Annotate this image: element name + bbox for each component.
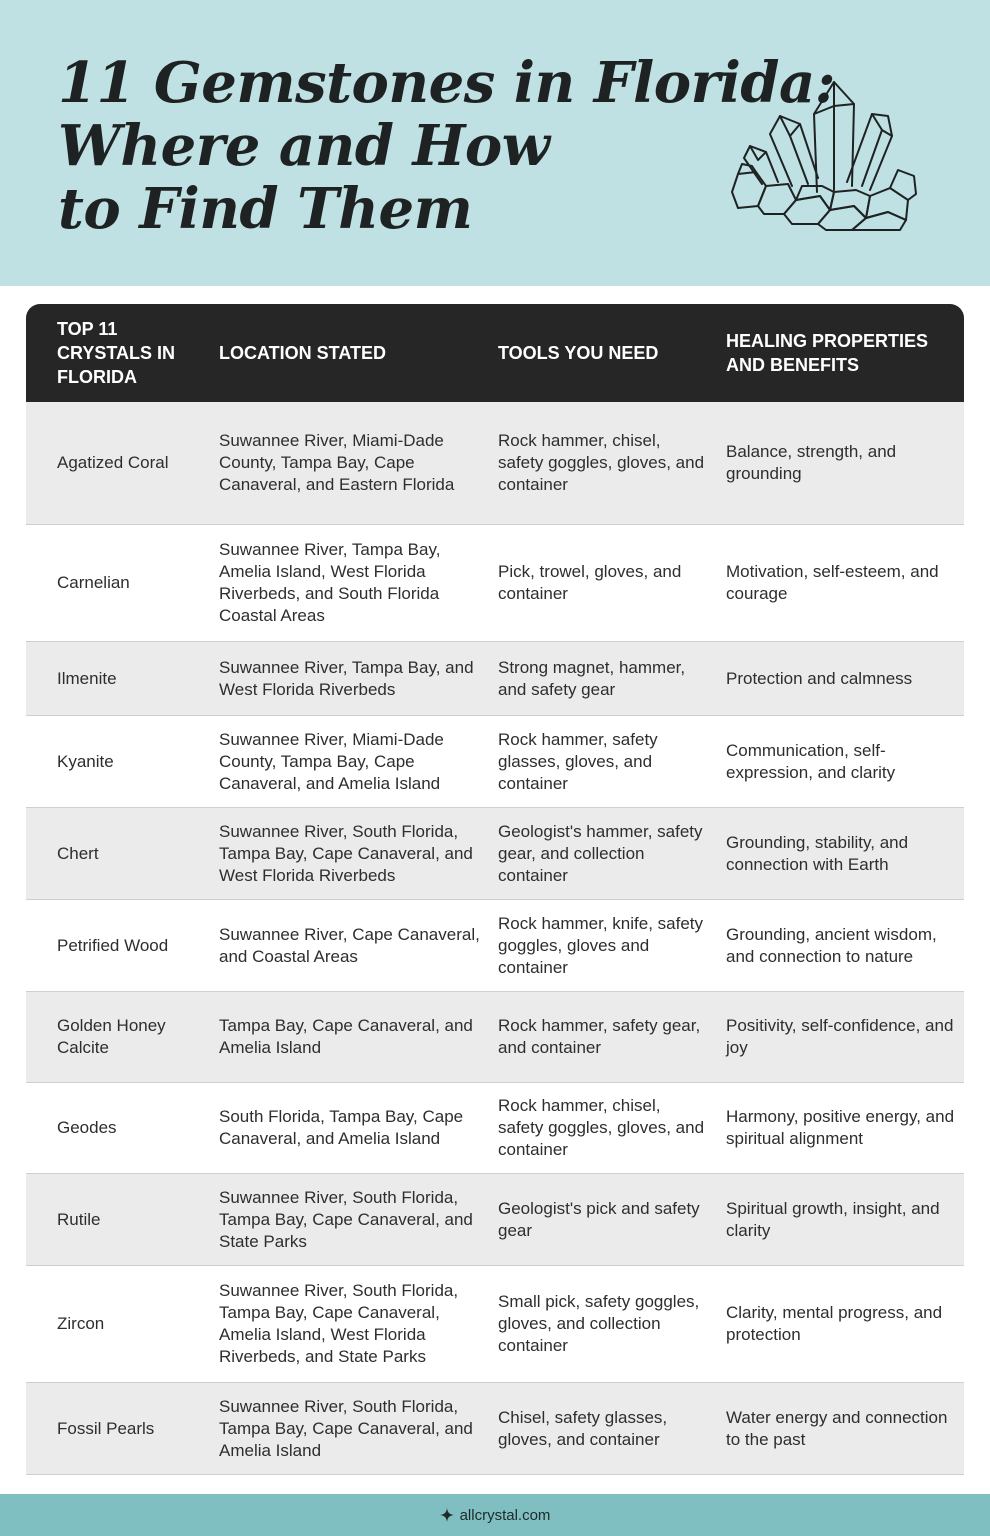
footer-brand[interactable] <box>440 1507 551 1524</box>
table-row <box>26 1083 964 1174</box>
tools-cell: Pick, trowel, gloves, and container <box>498 562 682 603</box>
title-line-1: 11 Gemstones in Florida: <box>58 50 836 116</box>
table-row <box>26 992 964 1083</box>
table-header <box>26 304 964 402</box>
benefits-cell: Protection and calmness <box>726 668 913 688</box>
tools-cell: Rock hammer, safety glasses, gloves, and container <box>498 729 658 793</box>
benefits-cell: Grounding, stability, and connection with Earth <box>726 832 909 874</box>
location-cell: Suwannee River, Miami-Dade County, Tampa Bay, Cape Canaveral, and Eastern Florida <box>219 431 455 494</box>
tools-cell: Rock hammer, chisel, safety goggles, gloves, and container <box>498 1096 705 1159</box>
tools-cell: Rock hammer, knife, safety goggles, gloves and container <box>498 913 704 977</box>
crystal-name: Kyanite <box>57 751 114 771</box>
tools-cell: Rock hammer, safety gear, and container <box>498 1016 701 1057</box>
tools-cell: Geologist's pick and safety gear <box>498 1198 700 1240</box>
crystal-name: Rutile <box>57 1209 101 1229</box>
site-link[interactable]: allcrystal.com <box>459 1506 551 1524</box>
gemstone-table <box>26 304 964 1475</box>
table-row <box>26 716 964 808</box>
header-benefits: HEALING PROPERTIES AND BENEFITS <box>726 331 929 375</box>
benefits-cell: Positivity, self-confidence, and joy <box>726 1016 954 1057</box>
tools-cell: Rock hammer, chisel, safety goggles, gloves, and container <box>498 431 705 494</box>
sparkle-icon <box>440 1508 454 1522</box>
crystal-name: Geodes <box>57 1118 117 1137</box>
crystal-name: Agatized Coral <box>57 453 169 472</box>
location-cell: Suwannee River, Tampa Bay, and West Florida Riverbeds <box>219 657 474 699</box>
title-line-3: to Find Them <box>58 176 473 242</box>
header-banner <box>0 0 990 286</box>
table-row <box>26 402 964 525</box>
benefits-cell: Balance, strength, and grounding <box>726 442 897 483</box>
table-row <box>26 900 964 992</box>
crystal-name: Zircon <box>57 1314 105 1333</box>
crystal-name: Ilmenite <box>57 668 117 688</box>
location-cell: Suwannee River, Cape Canaveral, and Coastal Areas <box>219 924 480 966</box>
table-row <box>26 1383 964 1475</box>
benefits-cell: Water energy and connection to the past <box>726 1407 948 1449</box>
benefits-cell: Spiritual growth, insight, and clarity <box>726 1198 940 1240</box>
tools-cell: Strong magnet, hammer, and safety gear <box>498 657 686 699</box>
header-crystals: TOP 11 CRYSTALS IN FLORIDA <box>57 319 176 387</box>
location-cell: Suwannee River, Miami-Dade County, Tampa Bay, Cape Canaveral, and Amelia Island <box>219 729 444 793</box>
benefits-cell: Communication, self-expression, and clarity <box>726 740 896 782</box>
crystal-cluster-icon <box>722 74 922 234</box>
benefits-cell: Grounding, ancient wisdom, and connection to nature <box>726 924 937 966</box>
footer-bar <box>0 1494 990 1536</box>
tools-cell: Chisel, safety glasses, gloves, and container <box>498 1407 668 1449</box>
benefits-cell: Harmony, positive energy, and spiritual alignment <box>726 1107 955 1148</box>
header-tools: TOOLS YOU NEED <box>498 343 659 363</box>
table-row <box>26 525 964 642</box>
crystal-name: Golden Honey Calcite <box>57 1016 166 1057</box>
location-cell: Suwannee River, Tampa Bay, Amelia Island, West Florida Riverbeds, and South Florida Coastal Areas <box>219 540 441 625</box>
table-row <box>26 808 964 900</box>
location-cell: Suwannee River, South Florida, Tampa Bay, Cape Canaveral, and Amelia Island <box>219 1396 473 1460</box>
location-cell: Tampa Bay, Cape Canaveral, and Amelia Island <box>219 1016 473 1057</box>
table-row <box>26 1266 964 1383</box>
crystal-name: Carnelian <box>57 573 130 592</box>
header-location: LOCATION STATED <box>219 343 386 363</box>
benefits-cell: Motivation, self-esteem, and courage <box>726 562 939 603</box>
crystal-name: Fossil Pearls <box>57 1418 155 1438</box>
tools-cell: Small pick, safety goggles, gloves, and collection container <box>498 1292 700 1355</box>
benefits-cell: Clarity, mental progress, and protection <box>726 1303 943 1344</box>
location-cell: South Florida, Tampa Bay, Cape Canaveral, and Amelia Island <box>219 1107 464 1148</box>
location-cell: Suwannee River, South Florida, Tampa Bay, Cape Canaveral, and State Parks <box>219 1187 473 1251</box>
table-row <box>26 1174 964 1266</box>
title-line-2: Where and How <box>58 113 550 179</box>
page-title <box>58 50 836 242</box>
location-cell: Suwannee River, South Florida, Tampa Bay, Cape Canaveral, Amelia Island, West Florida Riverbeds, and State Parks <box>219 1281 459 1366</box>
location-cell: Suwannee River, South Florida, Tampa Bay, Cape Canaveral, and West Florida Riverbeds <box>219 821 473 885</box>
crystal-name: Chert <box>57 843 99 863</box>
table-row <box>26 642 964 716</box>
tools-cell: Geologist's hammer, safety gear, and collection container <box>498 821 703 885</box>
crystal-name: Petrified Wood <box>57 935 169 955</box>
